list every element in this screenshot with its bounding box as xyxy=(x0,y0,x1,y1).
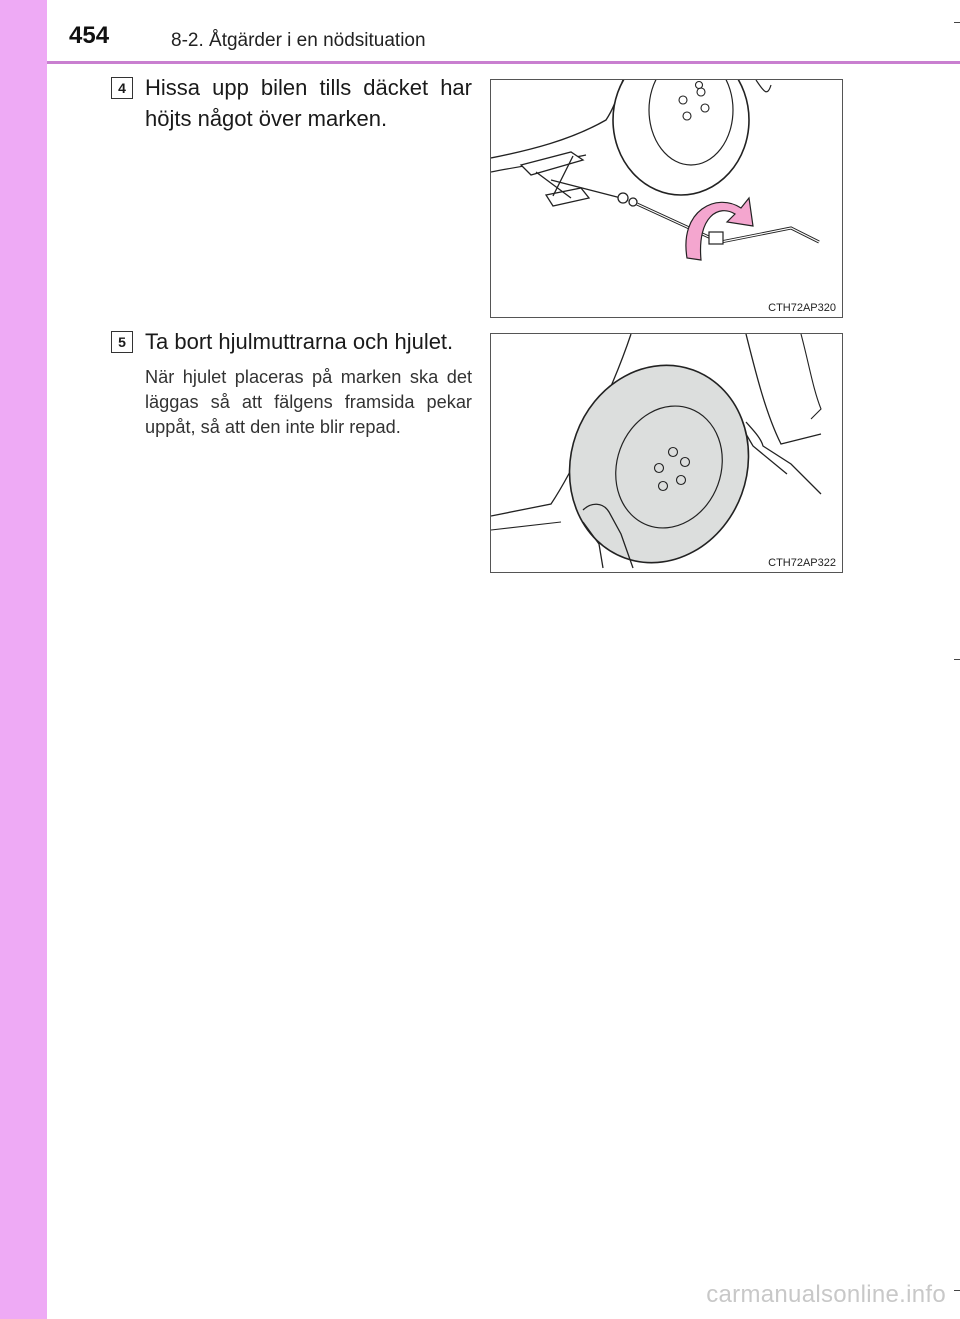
step-note: När hjulet placeras på marken ska det läggas så att fälgens framsida pekar uppåt, så att den inte blir repad. xyxy=(145,367,472,437)
crop-mark xyxy=(954,659,960,660)
figure-code: CTH72AP322 xyxy=(768,557,836,569)
wheel-removal-illustration xyxy=(490,333,843,573)
jack-raise-drawing xyxy=(491,80,843,318)
figure-code: CTH72AP320 xyxy=(768,302,836,314)
step-instruction: Hissa upp bilen tills däcket har höjts något över marken. xyxy=(145,75,472,131)
site-watermark: carmanualsonline.info xyxy=(706,1281,946,1308)
step-number-badge: 4 xyxy=(111,77,133,99)
step-instruction: Ta bort hjulmuttrarna och hjulet. xyxy=(145,329,454,354)
page-number: 454 xyxy=(69,22,110,49)
crop-mark xyxy=(954,22,960,23)
header-divider xyxy=(47,61,960,64)
step-number-badge: 5 xyxy=(111,331,133,353)
chapter-sidebar-tab xyxy=(0,0,47,1319)
section-title: 8-2. Åtgärder i en nödsituation xyxy=(171,30,426,51)
wheel-removal-drawing xyxy=(491,334,843,573)
jack-raise-illustration xyxy=(490,79,843,318)
crop-mark xyxy=(954,1290,960,1291)
